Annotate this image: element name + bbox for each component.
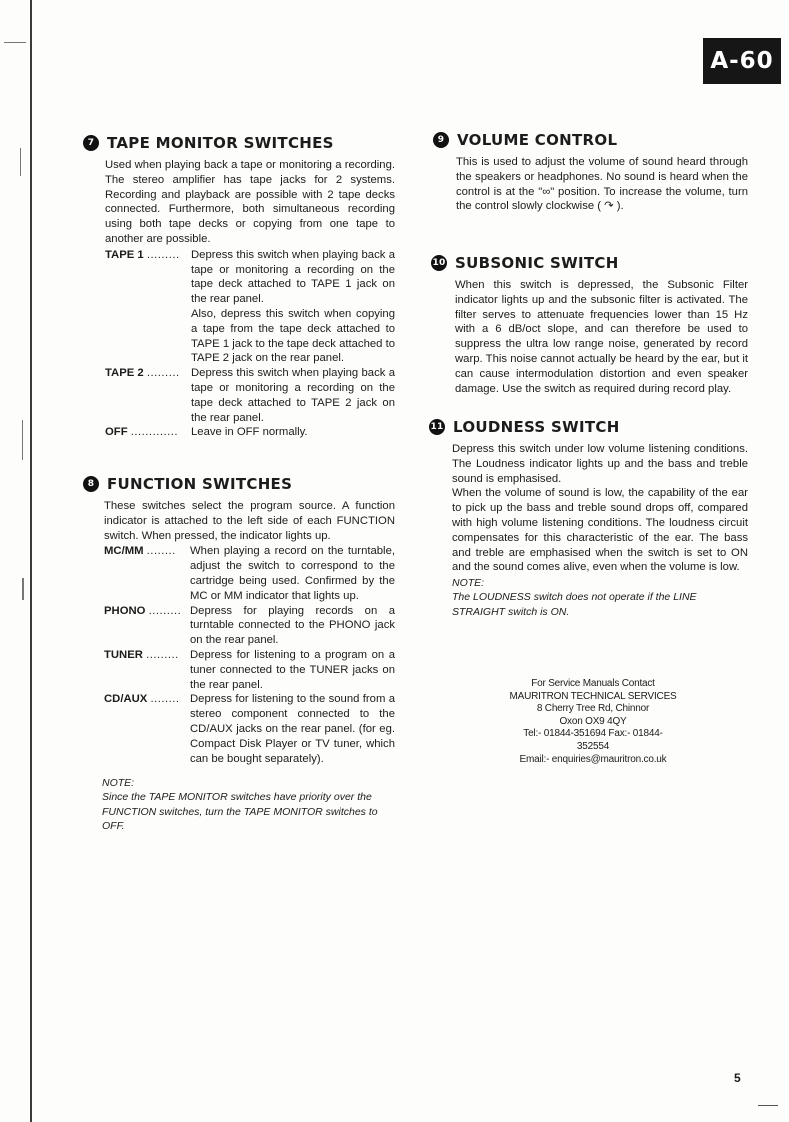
definition-item xyxy=(104,692,395,766)
definition-desc: Depress for playing records on a turntable connected to the PHONO jack on the rear panel. xyxy=(190,604,395,647)
definition-item xyxy=(104,648,395,692)
leader-dots: ......... xyxy=(146,648,179,661)
binding-edge-line xyxy=(30,0,32,1122)
section-text: Depress this switch under low volume listening conditions. The Loudness indicator lights up and the bass and treble sound is emphasised. xyxy=(452,443,748,485)
volume-section xyxy=(433,131,748,214)
section-text: When this switch is depressed, the Subsonic Filter indicator lights up and the subsonic filter is activated. The filter serves to attenuate frequencies lower than 15 Hz with a 6 dB/oct slope, and can therefore be used to suppress the ultra low range noise, generated by record warp. This noise cannot actually be heard by the ear, but it can cause intermodulation distortion and even speaker damage. Use the switch as required during record play. xyxy=(455,279,748,395)
section-text: This is used to adjust the volume of sound heard through the speakers or headphones. No sound is heard when the control is at the "∞" position. To increase the volume, turn the control slowly clockwise ( ↷ ). xyxy=(456,156,748,213)
section-title: FUNCTION SWITCHES xyxy=(107,475,293,493)
section-heading xyxy=(83,475,395,493)
definition-term: OFF xyxy=(105,426,128,439)
function-section xyxy=(83,475,395,834)
leader-dots: ......... xyxy=(148,604,182,617)
tape-monitor-section xyxy=(83,134,395,440)
definition-term: TAPE 1 xyxy=(105,248,144,261)
section-intro: These switches select the program source. A function indicator is attached to the left side of each FUNCTION switch. When pressed, the indicator lights up. xyxy=(104,500,395,542)
definition-item xyxy=(105,248,395,307)
definition-desc: Depress this switch when playing back a tape or monitoring a recording on the tape deck attached to TAPE 1 jack on the rear panel. xyxy=(191,248,395,306)
leader-dots: ........ xyxy=(150,693,180,706)
section-heading xyxy=(83,134,395,152)
definition-list xyxy=(105,248,395,440)
loudness-section xyxy=(429,418,748,619)
model-badge: A-60 xyxy=(703,38,781,84)
section-title: LOUDNESS SWITCH xyxy=(453,418,620,436)
note-label: NOTE: xyxy=(452,577,485,590)
section-heading xyxy=(429,418,748,436)
definition-item xyxy=(105,425,395,440)
definition-desc: Depress for listening to a program on a tuner connected to the TUNER jacks on the rear panel. xyxy=(190,648,395,691)
definition-term: PHONO xyxy=(104,604,146,617)
definition-term: CD/AUX xyxy=(104,693,148,706)
leader-dots: ........ xyxy=(146,545,176,558)
contact-line: 8 Cherry Tree Rd, Chinnor xyxy=(536,703,650,715)
definition-list xyxy=(104,544,395,766)
section-number-badge: 9 xyxy=(433,132,449,148)
leader-dots: ......... xyxy=(146,367,180,380)
definition-term: MC/MM xyxy=(104,545,144,558)
definition-desc: Depress this switch when playing back a tape or monitoring a recording on the tape deck attached to TAPE 2 jack on the rear panel. xyxy=(191,367,395,424)
note-label: NOTE: xyxy=(102,777,135,790)
section-title: TAPE MONITOR SWITCHES xyxy=(107,134,334,152)
definition-term: TUNER xyxy=(104,648,143,661)
note-text: The LOUDNESS switch does not operate if the LINE STRAIGHT switch is ON. xyxy=(452,591,697,618)
scan-mark xyxy=(22,578,24,600)
definition-item xyxy=(104,544,395,603)
section-number-badge: 8 xyxy=(83,476,99,492)
scan-mark xyxy=(20,148,21,176)
leader-dots: ............. xyxy=(130,426,179,439)
scan-mark xyxy=(4,42,26,43)
definition-desc: Depress for listening to the sound from a stereo component connected to the CD/AUX jacks on the rear panel. (for eg. Compact Disk Player or TV tuner, which can be bought separately). xyxy=(190,693,395,765)
section-number-badge: 10 xyxy=(431,255,447,271)
definition-desc: Also, depress this switch when copying a tape from the tape deck attached to TAPE 1 jack to the tape deck attached to TAPE 2 jack on the rear panel. xyxy=(191,307,395,365)
contact-line: Tel:- 01844-351694 Fax:- 01844-352554 xyxy=(523,728,663,752)
contact-line: Email:- enquiries@mauritron.co.uk xyxy=(519,753,667,765)
section-intro: Used when playing back a tape or monitoring a recording. The stereo amplifier has tape jacks for 2 systems. Recording and playback are possible with 2 tape decks connected. Furthermore, both simultaneous recording using both tape decks or copying from one tape to another are possible. xyxy=(105,159,395,245)
service-contact-stamp xyxy=(508,678,678,766)
definition-item xyxy=(104,604,395,648)
section-heading xyxy=(433,131,748,149)
note-text: Since the TAPE MONITOR switches have priority over the FUNCTION switches, turn the TAPE MONITOR switches to OFF. xyxy=(102,791,378,833)
definition-term: TAPE 2 xyxy=(105,367,144,380)
contact-line: Oxon OX9 4QY xyxy=(559,715,627,727)
definition-item xyxy=(105,307,395,366)
section-number-badge: 7 xyxy=(83,135,99,151)
contact-line: For Service Manuals Contact xyxy=(531,678,655,689)
page-number: 5 xyxy=(734,1071,741,1085)
contact-line: MAURITRON TECHNICAL SERVICES xyxy=(509,690,677,702)
section-title: VOLUME CONTROL xyxy=(457,131,618,149)
section-title: SUBSONIC SWITCH xyxy=(455,254,619,272)
footer-rule xyxy=(758,1105,778,1106)
definition-item xyxy=(105,366,395,425)
section-text: When the volume of sound is low, the capability of the ear to pick up the bass and treble sound drops off, compared with high volume listening conditions. The loudness circuit compensates for this characteristic of the ear. The bass and treble are emphasised when the switch is set to ON and the sound comes alive, even when the volume is low. xyxy=(452,487,748,574)
section-heading xyxy=(431,254,748,272)
scan-mark xyxy=(22,420,23,460)
definition-desc: Leave in OFF normally. xyxy=(191,426,308,439)
section-number-badge: 11 xyxy=(429,419,445,435)
subsonic-section xyxy=(431,254,748,396)
definition-desc: When playing a record on the turntable, adjust the switch to correspond to the cartridge being used. Confirmed by the MC or MM indicator that lights up. xyxy=(190,545,395,602)
leader-dots: ......... xyxy=(146,248,180,261)
